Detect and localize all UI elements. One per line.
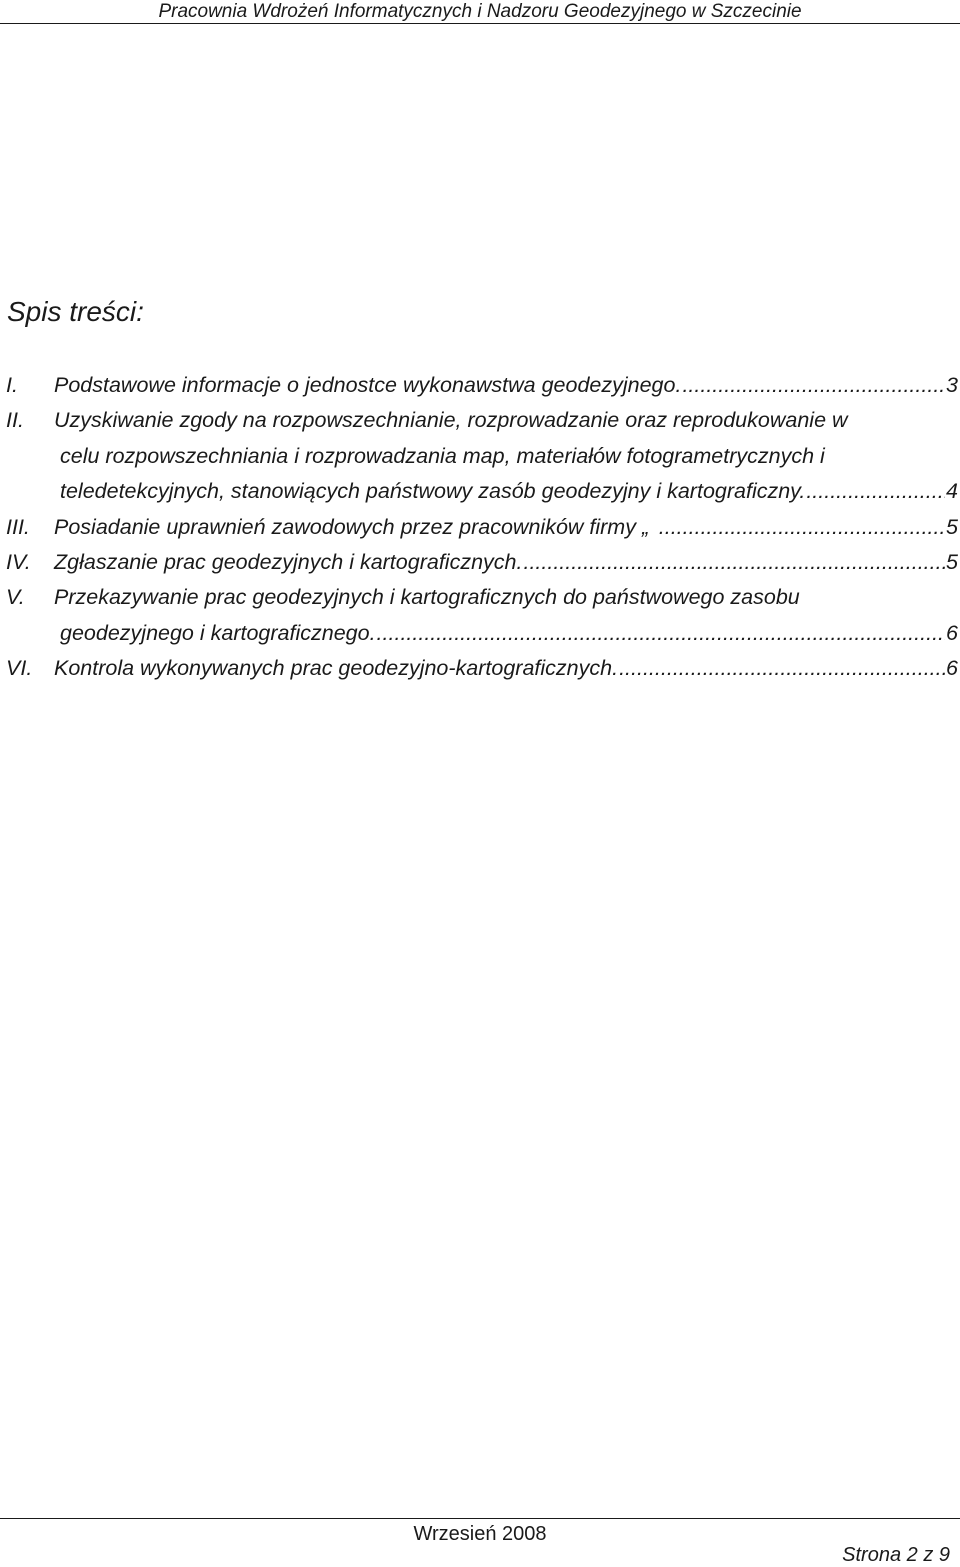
toc-entry-number: IV.	[6, 550, 31, 575]
toc-title: Spis treści:	[7, 296, 144, 327]
toc-entry-4[interactable]	[6, 545, 958, 580]
toc-entry-text: Uzyskiwanie zgody na rozpowszechnianie, rozprowadzanie oraz reprodukowanie w	[54, 408, 848, 433]
toc-entry-text: Kontrola wykonywanych prac geodezyjno-kartograficznych.	[54, 656, 619, 681]
footer-date: Wrzesień 2008	[413, 1523, 547, 1545]
toc-entry-text: teledetekcyjnych, stanowiących państwowy zasób geodezyjny i kartograficzny.	[60, 479, 806, 504]
toc-page-number: 6	[946, 620, 958, 645]
toc-entry-number: III.	[6, 514, 30, 539]
toc-entry-number: VI.	[6, 656, 33, 681]
toc-entry-5[interactable]	[6, 580, 958, 651]
toc-entry-2[interactable]	[6, 403, 958, 509]
toc-entry-number: V.	[6, 585, 25, 610]
table-of-contents	[6, 368, 958, 687]
toc-entry-text: celu rozpowszechniania i rozprowadzania map, materiałów fotogrametrycznych i	[60, 443, 825, 468]
toc-entry-number: I.	[6, 373, 18, 397]
toc-leader-dots	[806, 474, 945, 509]
toc-page-number: 5	[946, 550, 958, 575]
toc-leader-dots	[377, 616, 945, 651]
toc-page-number: 4	[946, 479, 958, 504]
toc-entry-6[interactable]	[6, 651, 958, 686]
toc-leader-dots	[659, 510, 945, 545]
footer-divider	[0, 1518, 960, 1519]
footer-page-number: Strona 2 z 9	[842, 1544, 950, 1566]
toc-entry-text: Posiadanie uprawnień zawodowych przez pracowników firmy „	[54, 514, 650, 539]
toc-entry-3[interactable]	[6, 510, 958, 545]
toc-entry-number: II.	[6, 408, 24, 433]
toc-entry-text: Przekazywanie prac geodezyjnych i kartograficznych do państwowego zasobu	[54, 585, 800, 610]
toc-entry-1[interactable]	[6, 368, 958, 403]
toc-page-number: 3	[946, 373, 958, 397]
toc-entry-text: geodezyjnego i kartograficznego.	[60, 620, 376, 645]
toc-entry-text: Podstawowe informacje o jednostce wykonawstwa geodezyjnego.	[54, 373, 682, 397]
toc-page-number: 5	[946, 514, 958, 539]
toc-page-number: 6	[946, 656, 958, 681]
page-header: Pracownia Wdrożeń Informatycznych i Nadzoru Geodezyjnego w Szczecinie	[0, 0, 960, 24]
toc-leader-dots	[619, 651, 945, 686]
toc-leader-dots	[523, 545, 945, 580]
toc-entry-text: Zgłaszanie prac geodezyjnych i kartograficznych.	[54, 550, 523, 575]
toc-leader-dots	[682, 368, 945, 403]
